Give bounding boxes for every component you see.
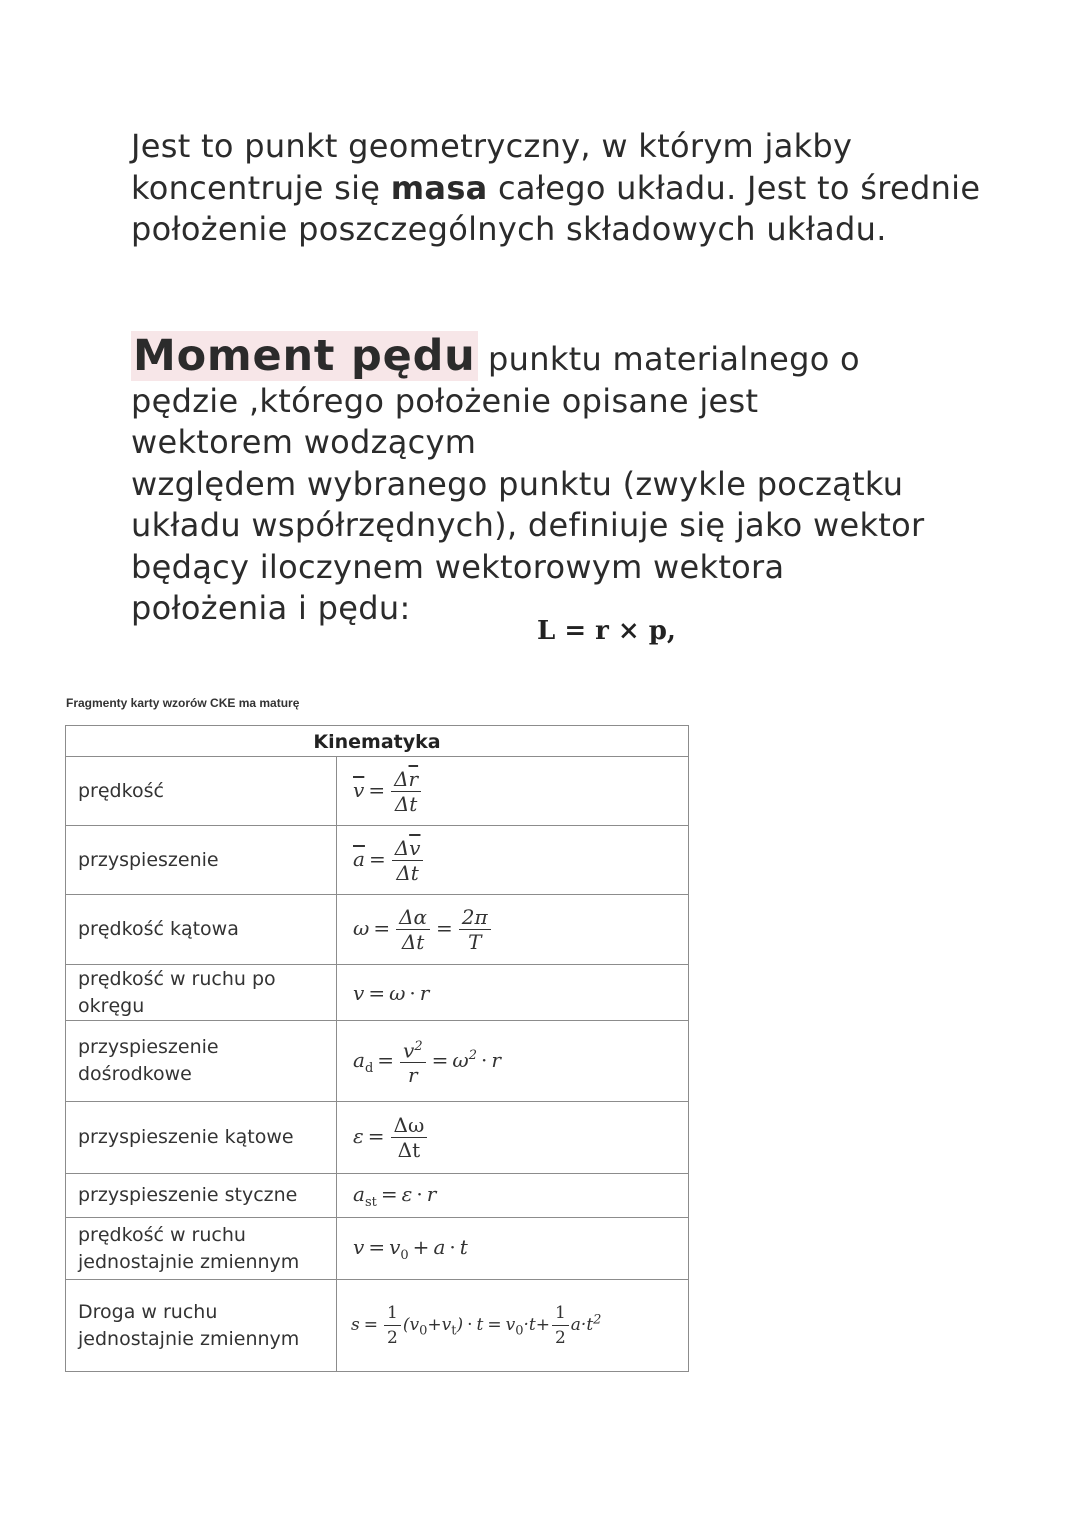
- paragraph2-line7: położenia i pędu:: [131, 589, 411, 627]
- formula-velocity: $\overline{v}$ = $\frac{\Delta\overline{r}}{\Delta t}$: [337, 757, 689, 826]
- table-row: [66, 1174, 689, 1218]
- row-label: prędkość w ruchu po okręgu: [66, 965, 337, 1021]
- paragraph2-line5: układu współrzędnych), definiuje się jako wektor: [131, 506, 925, 544]
- row-label: przyspieszenie: [66, 826, 337, 895]
- table-header-row: [66, 726, 689, 757]
- paragraph2-line1: punktu materialnego o: [477, 340, 860, 378]
- row-label: prędkość kątowa: [66, 895, 337, 965]
- table-row: [66, 1218, 689, 1280]
- row-label: przyspieszenie styczne: [66, 1174, 337, 1218]
- formula-circular-velocity: v = ω · r: [337, 965, 689, 1021]
- row-label: przyspieszenie dośrodkowe: [66, 1021, 337, 1102]
- angular-momentum-formula: L = r × p,: [537, 616, 676, 646]
- formula-centripetal-acceleration: $a_d$ = $\frac{v^2}{r}$ = $\omega^2 \cdot r$: [337, 1021, 689, 1102]
- paragraph-angular-momentum: [131, 331, 1031, 630]
- formula-uniform-accel-distance: s = $\frac{1}{2}$ $(v_0+v_t) \cdot t = v_0\cdot t+$ $\frac{1}{2}$ $a\cdot t^2$: [337, 1280, 689, 1372]
- table-row: [66, 1280, 689, 1372]
- section-heading: Moment pędu: [133, 331, 476, 381]
- formula-acceleration: $\overline{a}$ = $\frac{\Delta\overline{v}}{\Delta t}$: [337, 826, 689, 895]
- paragraph2-line4: względem wybranego punktu (zwykle początku: [131, 464, 904, 503]
- table-row: [66, 895, 689, 965]
- paragraph-center-of-mass: [131, 126, 1011, 251]
- table-caption: Fragmenty karty wzorów CKE ma maturę: [66, 696, 300, 710]
- kinematics-formula-table: [65, 725, 689, 1372]
- table-row: [66, 965, 689, 1021]
- table-row: [66, 1021, 689, 1102]
- paragraph2-line2: pędzie ,którego położenie opisane jest: [131, 381, 759, 420]
- formula-uniform-accel-velocity: $v = v_0 + a \cdot t$: [337, 1218, 689, 1280]
- table-header: Kinematyka: [66, 726, 689, 757]
- paragraph2-line3: wektorem wodzącym: [131, 423, 477, 461]
- formula-angular-acceleration: ε = $\frac{\Delta\omega}{\Delta t}$: [337, 1102, 689, 1174]
- paragraph2-line6: będący iloczynem wektorowym wektora: [131, 547, 785, 586]
- paragraph1-text-after: całego układu. Jest to średnie położenie poszczególnych składowych układu.: [131, 168, 981, 248]
- table-row: [66, 757, 689, 826]
- row-label: prędkość: [66, 757, 337, 826]
- formula-tangential-acceleration: $a_{st} = \varepsilon \cdot r$: [337, 1174, 689, 1218]
- table-row: [66, 826, 689, 895]
- row-label: prędkość w ruchu jednostajnie zmiennym: [66, 1218, 337, 1280]
- paragraph1-text-before: Jest to punkt geometryczny, w którym jakby koncentruje się: [131, 127, 853, 207]
- formula-angular-velocity: ω = $\frac{\Delta\alpha}{\Delta t}$ = $\frac{2\pi}{T}$: [337, 895, 689, 965]
- row-label: Droga w ruchu jednostajnie zmiennym: [66, 1280, 337, 1372]
- table-row: [66, 1102, 689, 1174]
- paragraph1-bold-word: masa: [390, 168, 488, 207]
- row-label: przyspieszenie kątowe: [66, 1102, 337, 1174]
